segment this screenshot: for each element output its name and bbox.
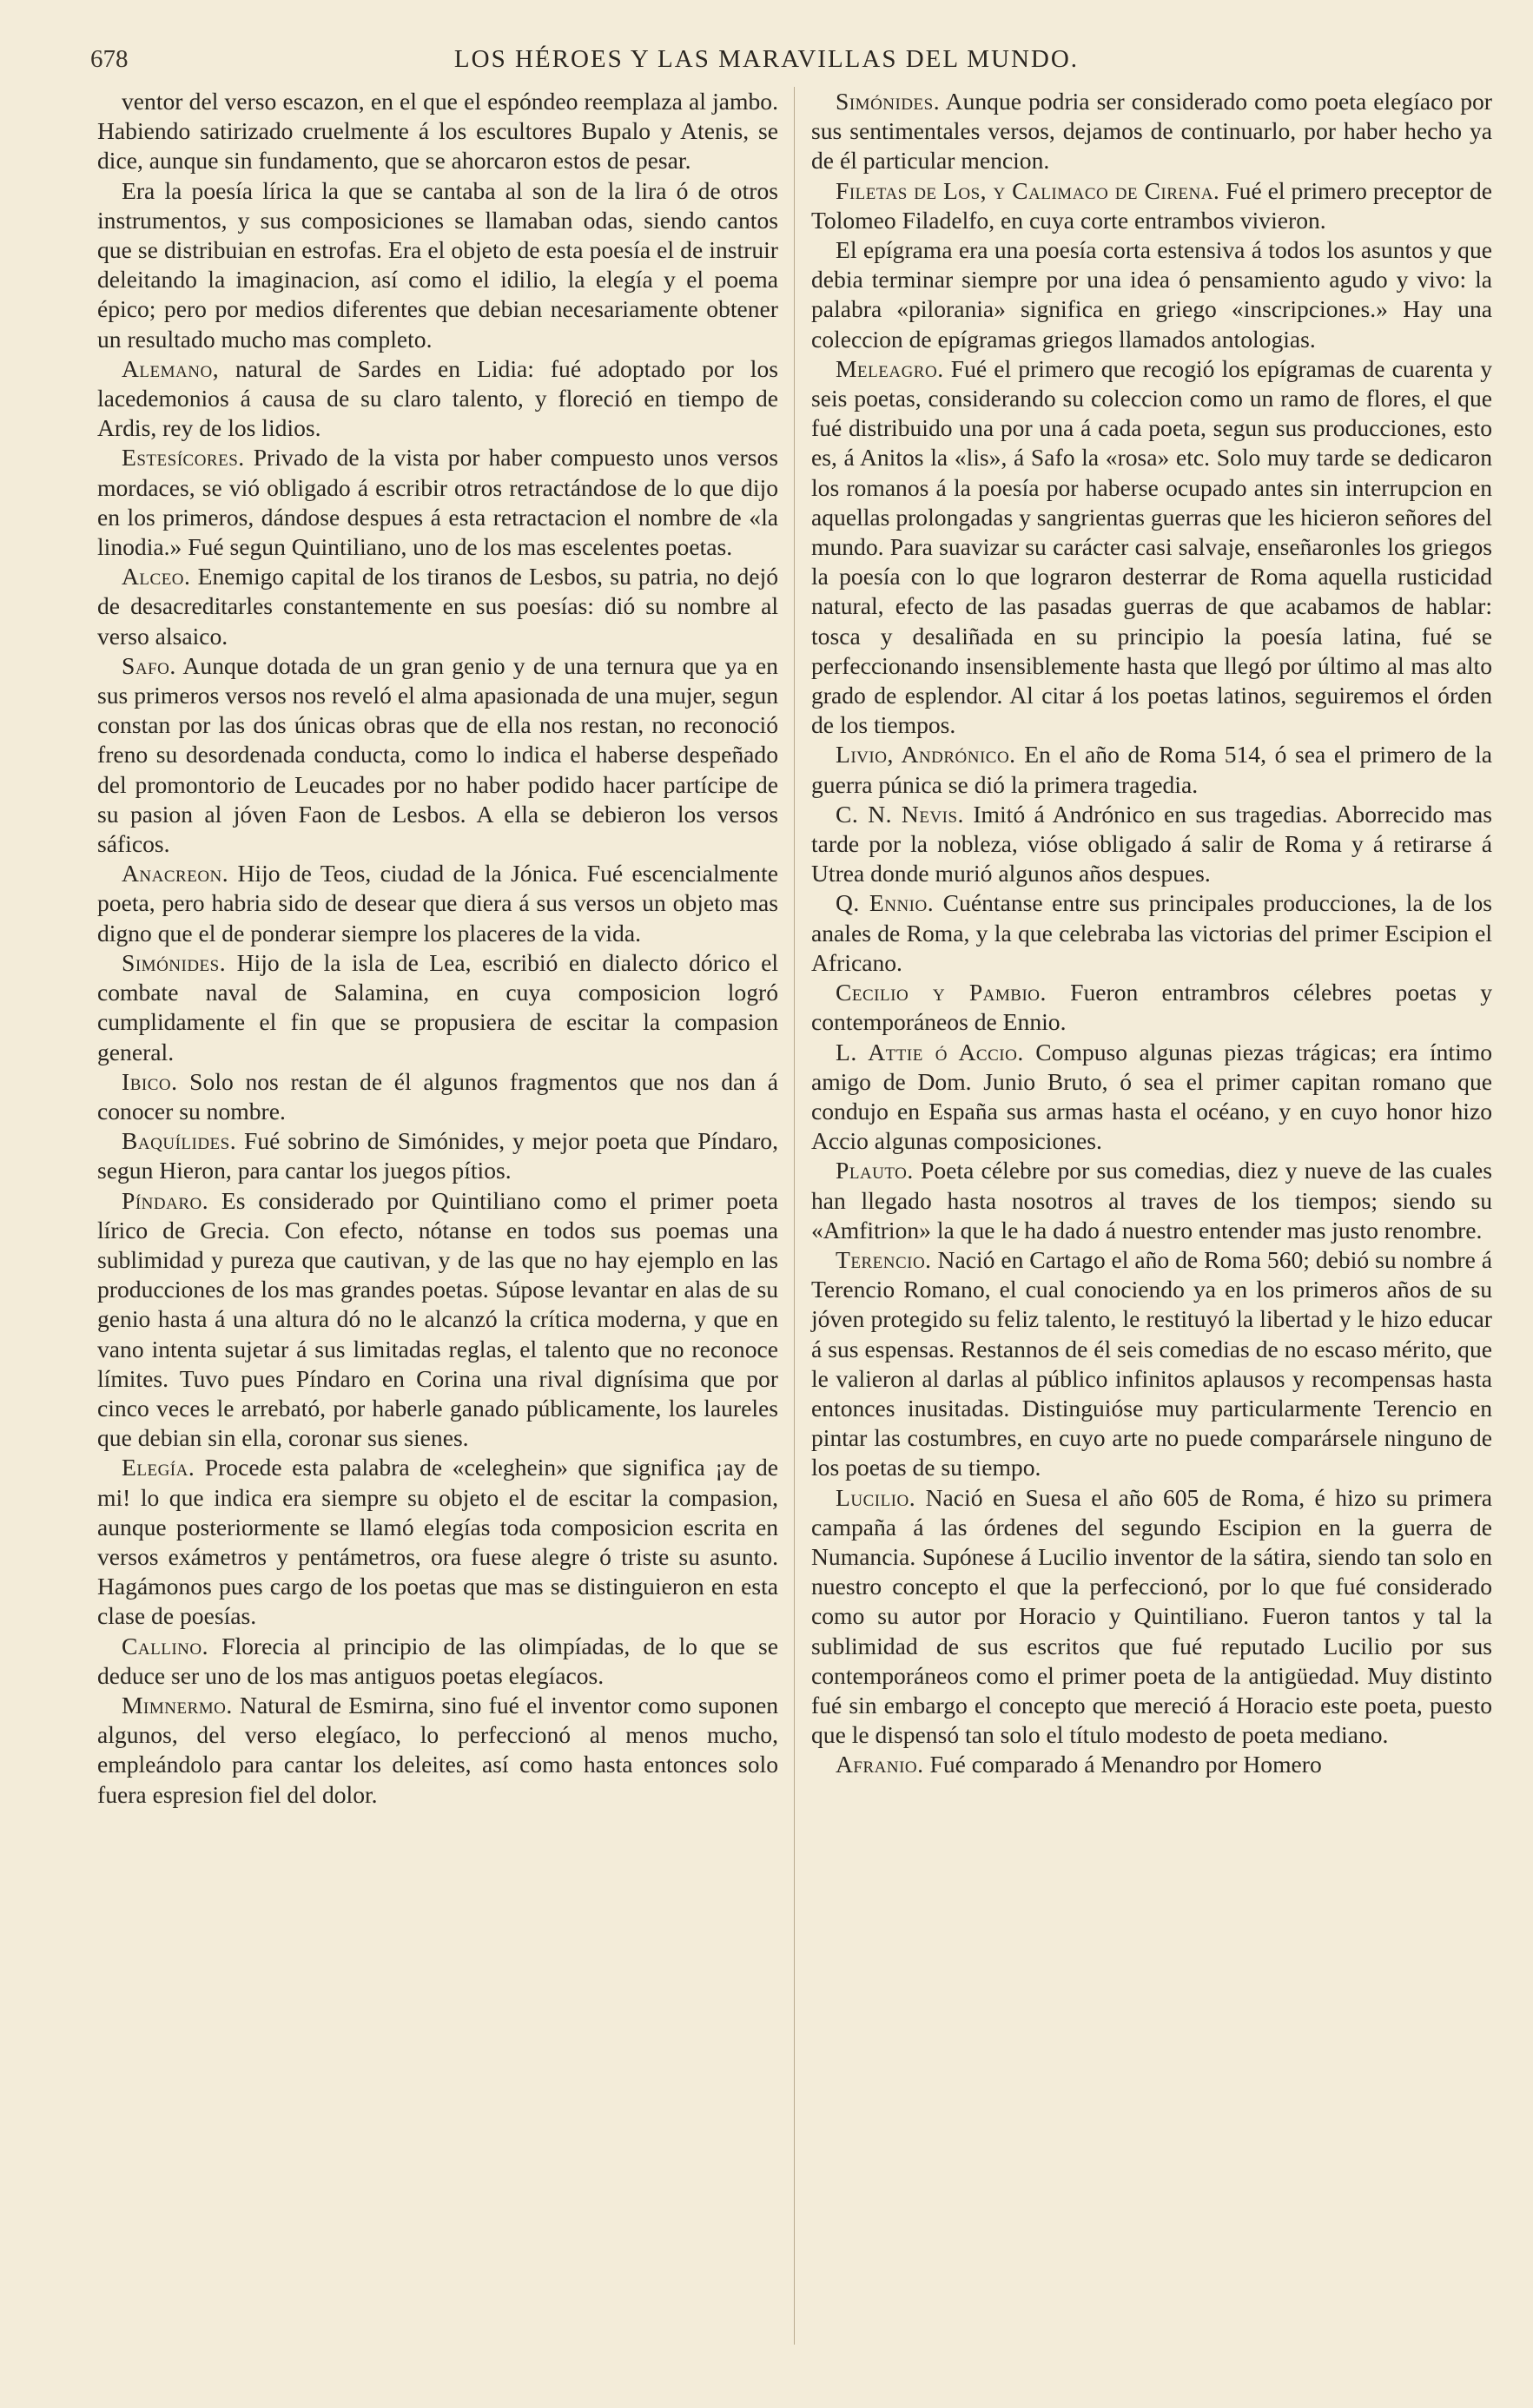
entry-heading: Livio, Andrónico. xyxy=(836,741,1016,769)
entry-paragraph xyxy=(811,978,1492,1037)
entry-text: Procede esta palabra de «celeghein» que significa ¡ay de mi! lo que indica era siempre su objeto el de escitar la compasion, aunque posteriormente se llamó elegías toda composicion escrita en versos exámetros y pentámetros, ora fuese alegre ó triste su asunto. Hagámonos pues cargo de los poetas que mas se distinguieron en esta clase de poesías. xyxy=(97,1454,778,1630)
entry-paragraph xyxy=(811,1156,1492,1245)
entry-paragraph xyxy=(811,800,1492,889)
entry-paragraph xyxy=(97,562,778,651)
entry-text: ventor del verso escazon, en el que el espóndeo reemplaza al jambo. Habiendo satirizado cruelmente á los escultores Bupalo y Atenis, se dice, aunque sin fundamento, que se ahorcaron estos de pesar. xyxy=(97,88,778,175)
entry-heading: Elegía. xyxy=(122,1454,195,1481)
entry-heading: Q. Ennio. xyxy=(836,889,935,917)
entry-paragraph xyxy=(97,1453,778,1631)
entry-paragraph xyxy=(811,740,1492,799)
entry-paragraph xyxy=(97,1186,778,1454)
entry-paragraph xyxy=(97,354,778,444)
entry-heading: Mimnermo. xyxy=(122,1691,233,1719)
entry-heading: Afranio. xyxy=(836,1751,924,1778)
entry-paragraph xyxy=(97,651,778,859)
entry-text: Fué el primero preceptor de Tolomeo Filadelfo, en cuya corte entrambos vivieron. xyxy=(811,176,1492,234)
entry-heading: Safo. xyxy=(122,651,176,679)
entry-text: natural de Sardes en Lidia: fué adoptado por los lacedemonios á causa de su claro talento, y floreció en tiempo de Ardis, rey de los lidios. xyxy=(97,354,778,442)
entry-text: Privado de la vista por haber compuesto unos versos mordaces, se vió obligado á escribir otros retractándose de lo que dijo en los primeros, dándose despues á esta retractacion el nombre de «la linodia.» Fué segun Quintiliano, uno de los mas escelentes poetas. xyxy=(97,444,778,561)
entry-paragraph xyxy=(97,443,778,562)
entry-paragraph xyxy=(97,948,778,1067)
entry-heading: Anacreon. xyxy=(122,860,229,887)
entry-text: Natural de Esmirna, sino fué el inventor como suponen algunos, del verso elegíaco, lo perfeccionó al menos mucho, empleándolo para cantar los deleites, así como hasta entonces solo fuera espresion fiel del dolor. xyxy=(97,1691,778,1808)
entry-paragraph xyxy=(811,1750,1492,1779)
entry-paragraph xyxy=(811,888,1492,978)
entry-heading: Callino. xyxy=(122,1632,209,1659)
entry-heading: Terencio. xyxy=(836,1245,932,1273)
right-column xyxy=(811,87,1492,1780)
entry-heading: Alemano, xyxy=(122,354,220,382)
entry-heading: Simónides. xyxy=(122,948,227,976)
entry-paragraph xyxy=(97,87,778,176)
entry-text: Era la poesía lírica la que se cantaba al son de la lira ó de otros instrumentos, y sus composiciones se llamaban odas, siendo cantos que se distribuian en estrofas. Era el objeto de esta poesía el de instruir deleitando la imaginacion, así como el idilio, la elegía y el poema épico; pero por medios diferentes que debian necesariamente obtener un resultado mucho mas completo. xyxy=(97,176,778,353)
entry-paragraph xyxy=(97,176,778,354)
entry-heading: Lucilio. xyxy=(836,1483,916,1511)
entry-text: Hijo de Teos, ciudad de la Jónica. Fué escencialmente poeta, pero habria sido de desear que diera á sus versos un objeto mas digno que el de ponderar siempre los placeres de la vida. xyxy=(97,860,778,947)
entry-text: Compuso algunas piezas trágicas; era íntimo amigo de Dom. Junio Bruto, ó sea el primer capitan romano que condujo en España sus armas hasta el océano, y en cuyo honor hizo Accio algunas composiciones. xyxy=(811,1038,1492,1155)
entry-paragraph xyxy=(811,354,1492,741)
entry-paragraph xyxy=(97,1126,778,1185)
entry-paragraph xyxy=(811,87,1492,176)
page-number: 678 xyxy=(90,45,129,73)
entry-heading: Plauto. xyxy=(836,1157,914,1184)
entry-heading: Simónides. xyxy=(836,88,941,115)
entry-paragraph xyxy=(811,176,1492,235)
entry-paragraph xyxy=(811,235,1492,354)
entry-heading: Meleagro. xyxy=(836,354,944,382)
entry-text: El epígrama era una poesía corta estensiva á todos los asuntos y que debia terminar siempre por una idea ó pensamiento agudo y vivo: la palabra «pilorania» significa en griego «inscripciones.» Hay una coleccion de epígramas griegos llamados antologias. xyxy=(811,236,1492,353)
entry-text: Imitó á Andrónico en sus tragedias. Aborrecido mas tarde por la nobleza, vióse obligado á salir de Roma y á retirarse á Utrea donde murió algunos años despues. xyxy=(811,800,1492,887)
entry-heading: L. Attie ó Accio. xyxy=(836,1038,1024,1065)
entry-text: Nació en Suesa el año 605 de Roma, é hizo su primera campaña á las órdenes del segundo Escipion en la guerra de Numancia. Supónese á Lucilio inventor de la sátira, siendo tan solo en nuestro concepto el que la perfeccionó, por lo que fué considerado como su autor por Horacio y Quintiliano. Fueron tantos y tal la sublimidad de sus escritos que fué reputado Lucilio por sus contemporáneos como el primer poeta de la antigüedad. Muy distinto fué sin embargo el concepto que mereció á Horacio este poeta, puesto que le dispensó tan solo el título modesto de poeta mediano. xyxy=(811,1483,1493,1749)
entry-heading: Baquílides. xyxy=(122,1127,237,1155)
entry-paragraph xyxy=(811,1038,1492,1157)
entry-text: Nació en Cartago el año de Roma 560; debió su nombre á Terencio Romano, el cual conociendo ya en los primeros años de su jóven protegido su feliz talento, le restituyó la libertad y le hizo educar á sus espensas. Restannos de él seis comedias de no escaso mérito, que le valieron al darlas al público infinitos aplausos y recompensas hasta entonces inusitadas. Distinguióse muy particularmente Terencio en pintar las costumbres, en cuyo arte no puede comparársele ninguno de los poetas de su tiempo. xyxy=(811,1245,1492,1481)
entry-heading: Cecilio y Pambio. xyxy=(836,979,1047,1006)
entry-text: Fueron entrambros célebres poetas y contemporáneos de Ennio. xyxy=(811,979,1493,1036)
entry-heading: Filetas de Los, y Calimaco de Cirena. xyxy=(836,176,1220,204)
entry-paragraph xyxy=(97,1067,778,1126)
entry-text: Fué sobrino de Simónides, y mejor poeta que Píndaro, segun Hieron, para cantar los juegos pítios. xyxy=(97,1127,778,1184)
entry-text: Es considerado por Quintiliano como el primer poeta lírico de Grecia. Con efecto, nótanse en todos sus poemas una sublimidad y pureza que cautivan, y de las que no hay ejemplo en las producciones de los mas grandes poetas. Súpose levantar en alas de su genio hasta á una altura dó no le alcanzó la crítica moderna, y que en vano intenta sujetar á sus limitadas reglas, el talento que no reconoce límites. Tuvo pues Píndaro en Corina una rival dignísima que por cinco veces le arrebató, por haberle ganado públicamente, los laureles que debian sin ella, coronar sus sienes. xyxy=(97,1186,778,1452)
entry-text: Aunque dotada de un gran genio y de una ternura que ya en sus primeros versos nos reveló el alma apasionada de una mujer, segun constan por las dos únicas obras que de ella nos restan, no reconoció freno su desordenada conducta, como lo indica el haberse despeñado del promontorio de Leucades por no haber podido hacer partícipe de su pasion al jóven Faon de Lesbos. A ella se debieron los versos sáficos. xyxy=(97,651,778,858)
entry-heading: Estesícores. xyxy=(122,444,245,472)
running-title: LOS HÉROES Y LAS MARAVILLAS DEL MUNDO. xyxy=(453,45,1080,73)
entry-text: Cuéntanse entre sus principales producciones, la de los anales de Roma, y la que celebraba las victorias del primer Escipion el Africano. xyxy=(811,889,1493,976)
entry-heading: Ibico. xyxy=(122,1067,178,1095)
page-header xyxy=(90,45,1443,83)
entry-paragraph xyxy=(97,859,778,948)
entry-heading: Alceo. xyxy=(122,563,191,590)
entry-heading: Píndaro. xyxy=(122,1186,209,1214)
entry-text: Hijo de la isla de Lea, escribió en dialecto dórico el combate naval de Salamina, en cuya composicion logró cumplidamente el fin que se propusiera de escitar la compasion general. xyxy=(97,948,778,1065)
entry-paragraph xyxy=(811,1245,1492,1483)
entry-text: Poeta célebre por sus comedias, diez y nueve de las cuales han llegado hasta nosotros al traves de los tiempos; siendo su «Amfitrion» la que le ha dado á nuestro entender mas justo renombre. xyxy=(811,1157,1492,1244)
entry-paragraph xyxy=(97,1691,778,1810)
entry-text: En el año de Roma 514, ó sea el primero de la guerra púnica se dió la primera tragedia. xyxy=(811,741,1492,798)
entry-text: Fué el primero que recogió los epígramas de cuarenta y seis poetas, considerando su coleccion como un ramo de flores, el que fué distribuido una por una á cada poeta, segun sus producciones, esto es, á Anitos la «lis», á Safo la «rosa» etc. Solo muy tarde se dedicaron los romanos á la poesía por haberse ocupado antes sin interrupcion en aquellas prolongadas y sangrientas guerras que les hicieron señores del mundo. Para suavizar su carácter casi salvaje, enseñaronles los griegos la poesía con lo que lograron desterrar de Roma aquella rusticidad natural, efecto de las pasadas guerras de que acabamos de hablar: tosca y desaliñada en su principio la poesía latina, fué se perfeccionando insensiblemente hasta que llegó por último al mas alto grado de esplendor. Al citar á los poetas latinos, seguiremos el órden de los tiempos. xyxy=(811,354,1492,739)
entry-heading: C. N. Nevis. xyxy=(836,800,964,828)
entry-paragraph xyxy=(97,1632,778,1691)
entry-text: Florecia al principio de las olimpíadas, de lo que se deduce ser uno de los mas antiguos poetas elegíacos. xyxy=(97,1632,778,1689)
left-column xyxy=(97,87,778,1810)
entry-text: Enemigo capital de los tiranos de Lesbos, su patria, no dejó de desacreditarles constantemente en sus poesías: dió su nombre al verso alsaico. xyxy=(97,563,778,650)
entry-text: Fué comparado á Menandro por Homero xyxy=(929,1751,1322,1778)
entry-paragraph xyxy=(811,1483,1492,1751)
entry-text: Aunque podria ser considerado como poeta elegíaco por sus sentimentales versos, dejamos de continuarlo, por haber hecho ya de él particular mencion. xyxy=(811,88,1492,175)
entry-text: Solo nos restan de él algunos fragmentos que nos dan á conocer su nombre. xyxy=(97,1067,778,1125)
column-divider xyxy=(794,87,795,2345)
